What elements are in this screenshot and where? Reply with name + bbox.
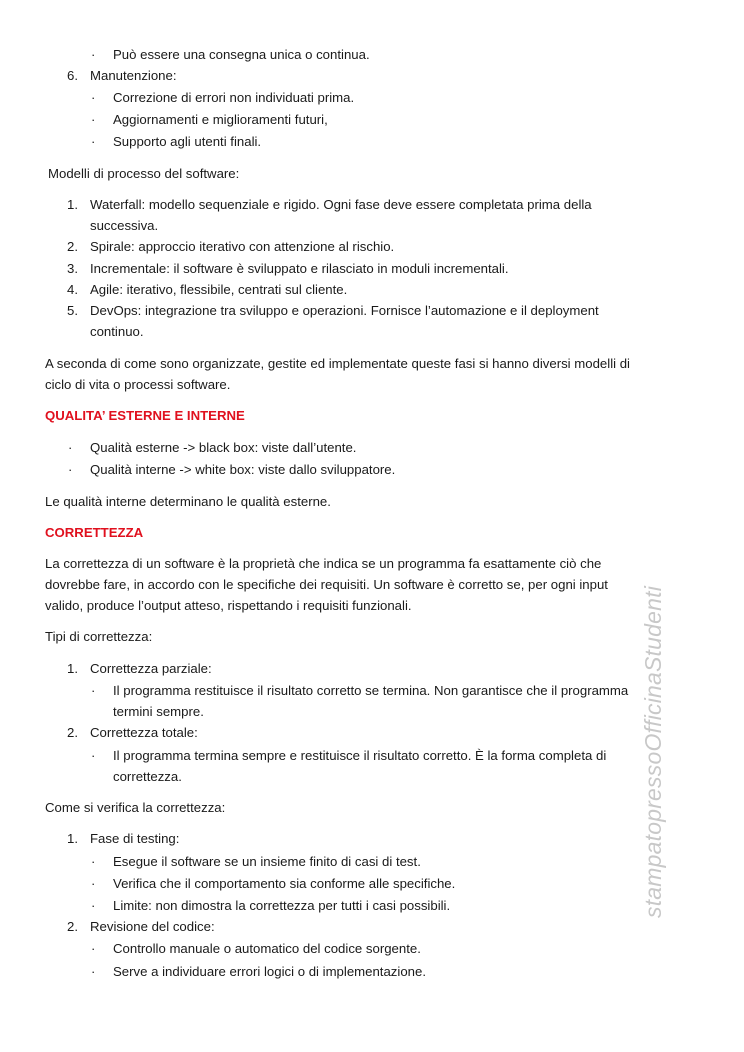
list-item: Il programma restituisce il risultato corretto se termina. Non garantisce che il programma — [113, 683, 629, 698]
list-number: 1. — [67, 661, 78, 676]
list-number: 3. — [67, 261, 78, 276]
list-item-continuation: termini sempre. — [113, 704, 204, 719]
list-item: Può essere una consegna unica o continua. — [113, 47, 370, 62]
section-heading: QUALITA’ ESTERNE E INTERNE — [45, 408, 245, 423]
list-item: Spirale: approccio iterativo con attenzione al rischio. — [90, 239, 395, 254]
list-item: Esegue il software se un insieme finito di casi di test. — [113, 854, 421, 869]
paragraph: La correttezza di un software è la proprietà che indica se un programma fa esattamente ciò che — [45, 556, 602, 571]
section-heading: CORRETTEZZA — [45, 525, 144, 540]
list-item: Manutenzione: — [90, 68, 177, 83]
paragraph: ciclo di vita o processi software. — [45, 377, 231, 392]
list-item: Incrementale: il software è sviluppato e rilasciato in moduli incrementali. — [90, 261, 509, 276]
list-number: 2. — [67, 919, 78, 934]
paragraph: Come si verifica la correttezza: — [45, 800, 226, 815]
paragraph: Modelli di processo del software: — [48, 166, 240, 181]
list-item: Supporto agli utenti finali. — [113, 134, 262, 149]
bullet-icon: · — [91, 964, 96, 979]
bullet-icon: · — [91, 854, 96, 869]
list-item: Limite: non dimostra la correttezza per tutti i casi possibili. — [113, 898, 451, 913]
bullet-icon: · — [91, 112, 96, 127]
bullet-icon: · — [91, 898, 96, 913]
list-number: 6. — [67, 68, 78, 83]
bullet-icon: · — [91, 748, 96, 763]
list-number: 2. — [67, 725, 78, 740]
list-item: Controllo manuale o automatico del codice sorgente. — [113, 941, 421, 956]
list-number: 4. — [67, 282, 78, 297]
list-item-continuation: continuo. — [90, 324, 144, 339]
bullet-icon: · — [91, 683, 96, 698]
list-item: Correttezza parziale: — [90, 661, 212, 676]
list-number: 2. — [67, 239, 78, 254]
bullet-icon: · — [91, 47, 96, 62]
bullet-icon: · — [91, 134, 96, 149]
list-item: Correzione di errori non individuati prima. — [113, 90, 355, 105]
list-item: Verifica che il comportamento sia conforme alle specifiche. — [113, 876, 456, 891]
watermark: stampatopressoOfficinaStudenti — [640, 585, 666, 918]
list-item-continuation: successiva. — [90, 218, 159, 233]
list-item: Waterfall: modello sequenziale e rigido. Ogni fase deve essere completata prima della — [90, 197, 592, 212]
list-item: Aggiornamenti e miglioramenti futuri, — [113, 112, 328, 127]
paragraph: A seconda di come sono organizzate, gestite ed implementate queste fasi si hanno diversi modelli di — [45, 356, 630, 371]
paragraph: Le qualità interne determinano le qualità esterne. — [45, 494, 331, 509]
paragraph: valido, produce l’output atteso, rispettando i requisiti funzionali. — [45, 598, 412, 613]
bullet-icon: · — [68, 440, 73, 455]
paragraph: dovrebbe fare, in accordo con le specifiche dei requisiti. Un software è corretto se, per ogni input — [45, 577, 608, 592]
bullet-icon: · — [91, 876, 96, 891]
list-item: Agile: iterativo, flessibile, centrati sul cliente. — [90, 282, 348, 297]
list-number: 1. — [67, 831, 78, 846]
list-number: 1. — [67, 197, 78, 212]
list-item: Serve a individuare errori logici o di implementazione. — [113, 964, 426, 979]
list-item: Qualità interne -> white box: viste dallo sviluppatore. — [90, 462, 396, 477]
list-item-continuation: correttezza. — [113, 769, 182, 784]
list-item: Revisione del codice: — [90, 919, 215, 934]
list-item: DevOps: integrazione tra sviluppo e operazioni. Fornisce l’automazione e il deployment — [90, 303, 599, 318]
list-item: Il programma termina sempre e restituisce il risultato corretto. È la forma completa di — [113, 748, 607, 763]
list-item: Correttezza totale: — [90, 725, 198, 740]
bullet-icon: · — [68, 462, 73, 477]
list-number: 5. — [67, 303, 78, 318]
list-item: Fase di testing: — [90, 831, 180, 846]
bullet-icon: · — [91, 90, 96, 105]
bullet-icon: · — [91, 941, 96, 956]
list-item: Qualità esterne -> black box: viste dall’utente. — [90, 440, 357, 455]
paragraph: Tipi di correttezza: — [45, 629, 153, 644]
